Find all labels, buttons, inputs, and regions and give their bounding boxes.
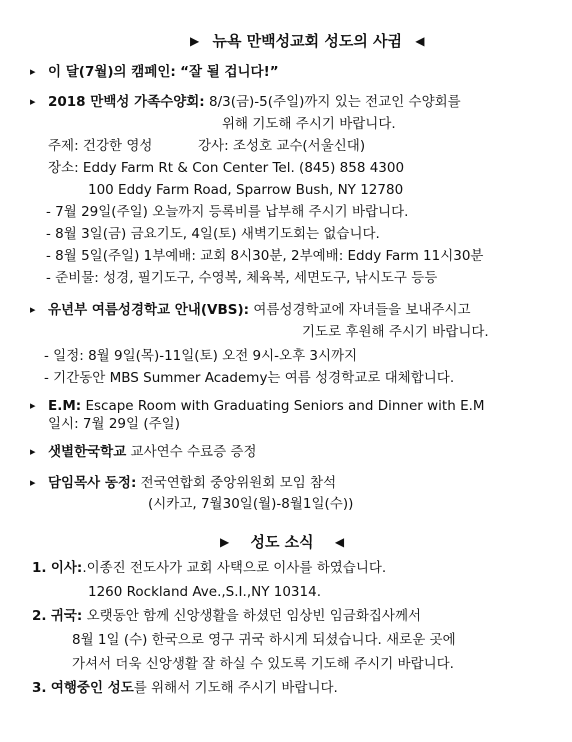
em-label: E.M: <box>48 398 82 414</box>
bullet-icon: ▸ <box>30 399 36 412</box>
retreat-note: - 8월 3일(금) 금요기도, 4일(토) 새벽기도회는 없습니다. <box>46 226 380 242</box>
news-number: 1. <box>32 560 47 576</box>
vbs-note: - 기간동안 MBS Summer Academy는 여름 성경학교로 대체합니다. <box>44 370 455 386</box>
bullet-icon: ▸ <box>30 476 36 489</box>
section-title: 뉴욕 만백성교회 성도의 사귐 <box>212 32 403 50</box>
pastor-label: 담임목사 동정: <box>48 475 137 491</box>
bullet-icon: ▸ <box>30 445 36 458</box>
news-item-3 <box>32 678 338 698</box>
news-text-cont: 8월 1일 (수) 한국으로 영구 귀국 하시게 되셨습니다. 새로운 곳에 <box>72 632 456 648</box>
pastor-text-cont: (시카고, 7월30일(월)-8월1일(수)) <box>148 496 354 512</box>
news-label: 이사: <box>50 560 83 576</box>
em-text: Escape Room with Graduating Seniors and Dinner with E.M <box>85 398 485 414</box>
retreat-address: 100 Eddy Farm Road, Sparrow Bush, NY 12780 <box>88 182 404 198</box>
left-triangle-icon: ◀ <box>334 535 345 549</box>
vbs-text: 여름성경학교에 자녀들을 보내주시고 <box>253 302 471 318</box>
campaign-text: “잘 될 겁니다!” <box>180 64 279 80</box>
korean-school-text: 교사연수 수료증 증정 <box>130 444 257 460</box>
news-header <box>220 531 344 553</box>
news-number: 3. <box>32 680 47 696</box>
vbs-item <box>30 300 471 320</box>
news-address: 1260 Rockland Ave.,S.I.,NY 10314. <box>88 584 321 600</box>
retreat-speaker: 강사: 조성호 교수(서울신대) <box>198 138 366 154</box>
left-triangle-icon: ◀ <box>415 34 425 48</box>
pastor-text: 전국연합회 중앙위원회 모임 참석 <box>140 475 337 491</box>
news-text: .이종진 전도사가 교회 사택으로 이사를 하였습니다. <box>82 560 387 576</box>
pastor-item <box>30 473 336 493</box>
em-item <box>30 396 485 416</box>
news-text: 오랫동안 함께 신앙생활을 하셨던 임상빈 임금화집사께서 <box>86 608 422 624</box>
vbs-note: - 일정: 8월 9일(목)-11일(토) 오전 9시-오후 3시까지 <box>44 348 358 364</box>
campaign-label: 이 달(7월)의 캠페인: <box>48 64 176 80</box>
retreat-label: 2018 만백성 가족수양회: <box>48 94 205 110</box>
bullet-icon: ▸ <box>30 95 36 108</box>
vbs-text-cont: 기도로 후원해 주시기 바랍니다. <box>302 324 489 340</box>
korean-school-label: 샛별한국학교 <box>48 444 127 460</box>
retreat-note: - 준비물: 성경, 필기도구, 수영복, 체육복, 세면도구, 낚시도구 등등 <box>46 270 438 286</box>
retreat-text: 8/3(금)-5(주일)까지 있는 전교인 수양회를 <box>209 94 461 110</box>
news-text-cont: 가셔서 더욱 신앙생활 잘 하실 수 있도록 기도해 주시기 바랍니다. <box>72 656 454 672</box>
retreat-note: - 7월 29일(주일) 오늘까지 등록비를 납부해 주시기 바랍니다. <box>46 204 409 220</box>
bullet-icon: ▸ <box>30 303 36 316</box>
news-label: 귀국: <box>50 608 83 624</box>
news-item-2 <box>32 606 421 626</box>
news-item-1 <box>32 558 386 578</box>
bullet-icon: ▸ <box>30 65 36 78</box>
right-triangle-icon: ▶ <box>220 535 230 549</box>
section-header <box>190 30 425 52</box>
korean-school-item <box>30 442 257 462</box>
news-number: 2. <box>32 608 47 624</box>
news-text: 를 위해서 기도해 주시기 바랍니다. <box>133 680 338 696</box>
retreat-note: - 8월 5일(주일) 1부예배: 교회 8시30분, 2부예배: Eddy Farm 11시30분 <box>46 248 484 264</box>
em-date: 일시: 7월 29일 (주일) <box>48 416 180 432</box>
news-label: 여행중인 성도 <box>50 680 134 696</box>
retreat-place: 장소: Eddy Farm Rt & Con Center Tel. (845) 858 4300 <box>48 160 405 176</box>
retreat-topic: 주제: 건강한 영성 <box>48 138 153 154</box>
right-triangle-icon: ▶ <box>190 34 200 48</box>
retreat-text-cont: 위해 기도해 주시기 바랍니다. <box>222 116 396 132</box>
campaign-item <box>30 62 279 82</box>
vbs-label: 유년부 여름성경학교 안내(VBS): <box>48 302 250 318</box>
retreat-item <box>30 92 461 112</box>
news-title: 성도 소식 <box>250 533 314 551</box>
